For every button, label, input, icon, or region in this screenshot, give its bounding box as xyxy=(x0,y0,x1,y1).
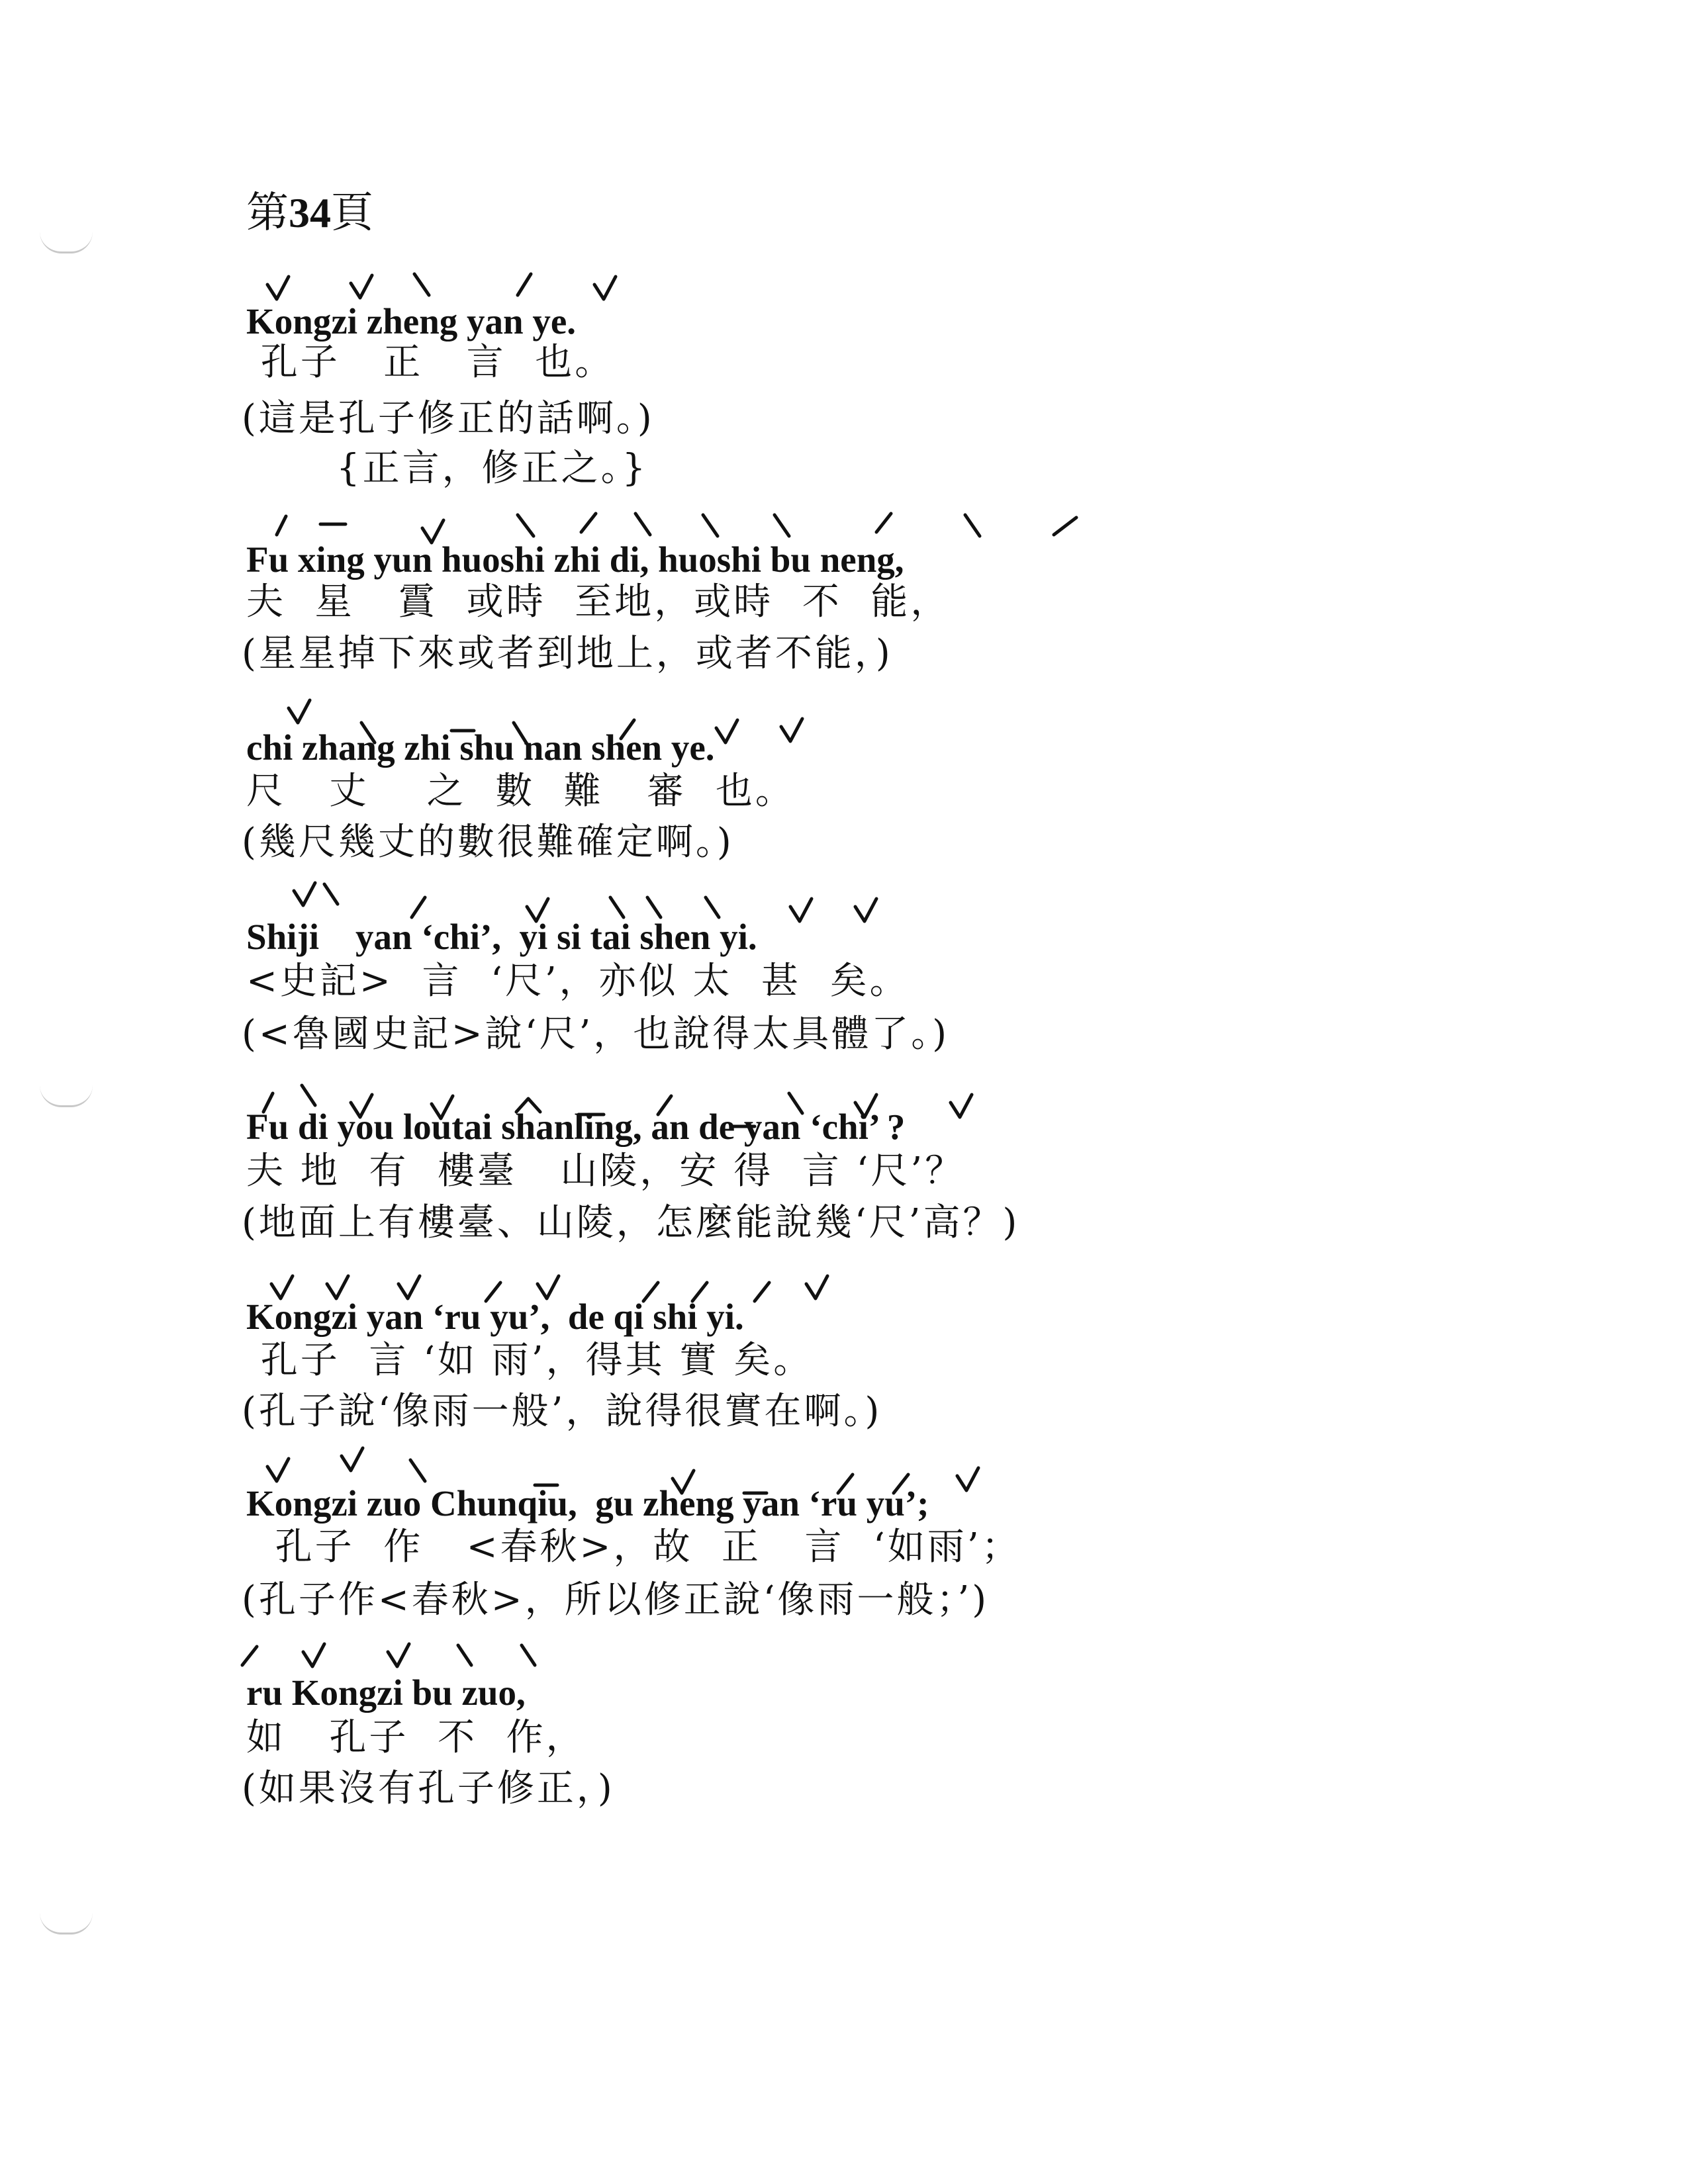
translation-line: (幾尺幾丈的數很難確定啊。) xyxy=(242,821,734,864)
pinyin-line: ru Kongzi bu zuo, xyxy=(246,1672,526,1713)
pinyin-line: Fu di you loutai shanling, an de yan ‘chi’ ? xyxy=(246,1107,906,1147)
chinese-text-line: 夫 地 有 樓臺 山陵，安 得 言 ‘尺’？ xyxy=(246,1150,965,1193)
pinyin-line: Kongzi zheng yan ye. xyxy=(246,301,577,341)
chinese-text-line: 尺 丈 之 數 難 審 也。 xyxy=(246,770,795,813)
punch-hole-mark xyxy=(40,1085,93,1107)
chinese-text-line: 孔子 言 ‘如 雨’，得其 實 矣。 xyxy=(246,1339,814,1382)
pinyin-line: chi zhang zhi shu nan shen ye. xyxy=(246,727,715,768)
page-title-suffix: 頁 xyxy=(331,189,373,238)
tone-marks-stanza-2 xyxy=(277,514,1076,543)
pinyin-line: Kongzi yan ‘ru yu’, de qi shi yi. xyxy=(246,1297,744,1337)
tone-marks-stanza-4 xyxy=(294,883,876,921)
page-number: 34 xyxy=(289,189,331,236)
chinese-text-line: 孔子 作 <春秋>，故 正 言 ‘如雨’； xyxy=(246,1525,1021,1569)
annotation-line: {正言，修正之。} xyxy=(336,447,649,490)
translation-line: (孔子說‘像雨一般’，說得很實在啊。) xyxy=(242,1390,882,1433)
page-title-prefix: 第 xyxy=(246,189,289,238)
tone-marks-stanza-8 xyxy=(242,1644,535,1666)
chinese-text-line: 如 孔子 不 作， xyxy=(246,1716,586,1759)
tone-marks-stanza-1 xyxy=(267,274,616,299)
chinese-text-line: 孔子 正 言 也。 xyxy=(246,341,615,384)
translation-line: (這是孔子修正的話啊。) xyxy=(242,397,655,440)
punch-hole-mark xyxy=(40,232,93,253)
pinyin-line: Kongzi zuo Chunqiu, gu zheng yan ‘ru yu’; xyxy=(246,1483,929,1524)
pinyin-line: Fu xing yun huoshi zhi di, huoshi bu neng, xyxy=(246,539,904,580)
translation-line: (地面上有樓臺、山陵，怎麼能說幾‘尺’高？) xyxy=(242,1201,1020,1244)
punch-hole-mark xyxy=(40,1913,93,1934)
pinyin-line: Shiji yan ‘chi’, yi si tai shen yi. xyxy=(246,917,757,957)
page-title xyxy=(246,189,373,238)
translation-line: (<魯國史記>說‘尺’，也說得太具體了。) xyxy=(242,1013,950,1056)
translation-line: (如果沒有孔子修正，) xyxy=(242,1767,615,1810)
chinese-text-line: 夫 星 霣 或時 至地，或時 不 能， xyxy=(246,580,951,623)
translation-line: (星星掉下來或者到地上，或者不能，) xyxy=(242,632,893,675)
chinese-text-line: <史記> 言 ‘尺’，亦似 太 甚 矣。 xyxy=(246,960,910,1003)
translation-line: (孔子作<春秋>，所以修正說‘像雨一般；’) xyxy=(242,1578,990,1621)
